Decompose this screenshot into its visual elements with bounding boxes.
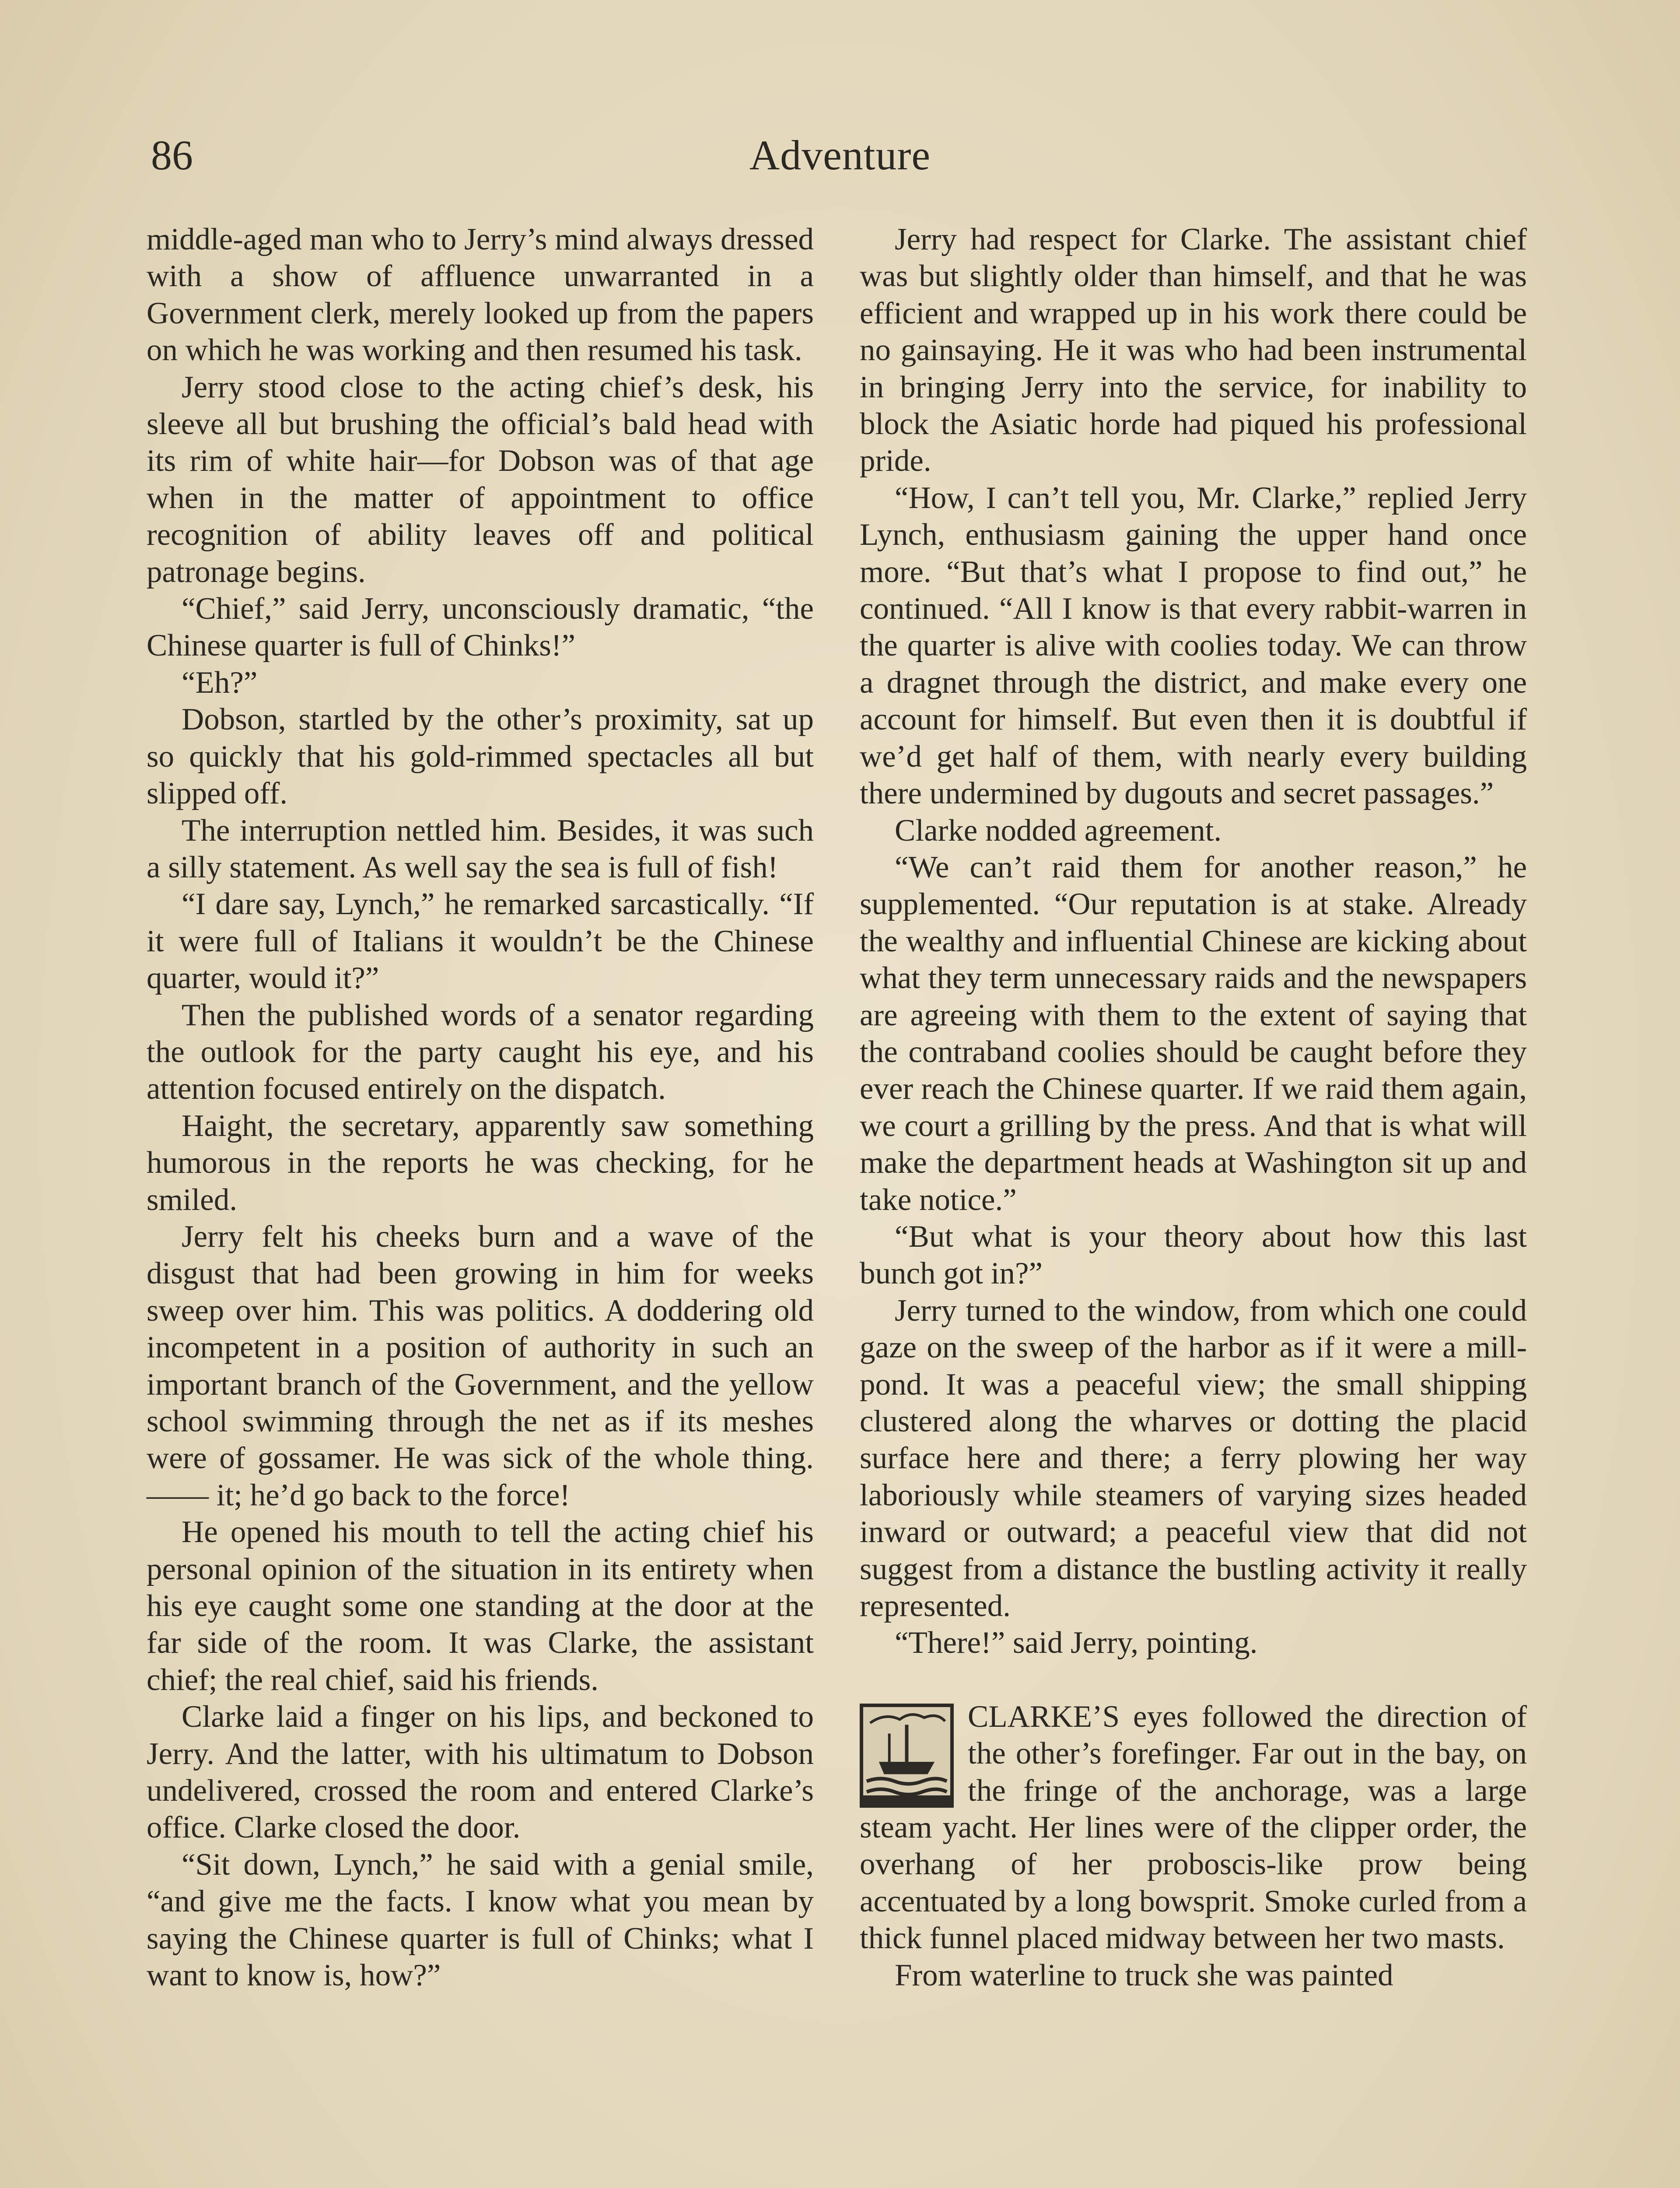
paragraph: The interruption nettled him. Besides, it was such a silly statement. As well say the sea is full of fish!	[147, 813, 814, 884]
paragraph: Jerry turned to the window, from which one could gaze on the sweep of the harbor as if it were a mill-pond. It was a peaceful view; the small shipping clustered along the wharves or dotting the placid surface here and there; a ferry plowing her way laboriously while steamers of varying sizes headed inward or outward; a peaceful view that did not suggest from a distance the bustling activity it really represented.	[860, 1293, 1527, 1623]
paragraph: “I dare say, Lynch,” he remarked sarcastically. “If it were full of Italians it wouldn’t be the Chinese quarter, would it?”	[147, 887, 814, 996]
paragraph: Jerry stood close to the acting chief’s desk, his sleeve all but brushing the official’s bald head with its rim of white hair—for Dobson was of that age when in the matter of appointment to office recognition of ability leaves off and political patronage begins.	[147, 370, 814, 589]
paragraph: Jerry had respect for Clarke. The assistant chief was but slightly older than himself, and that he was efficient and wrapped up in his work there could be no gainsaying. He it was who had been instrumental in bringing Jerry into the service, for inability to block the Asiatic horde had piqued his professional pride.	[860, 222, 1527, 478]
paragraph: From waterline to truck she was painted	[895, 1958, 1393, 1992]
paragraph: “But what is your theory about how this last bunch got in?”	[860, 1219, 1527, 1291]
paragraph: “How, I can’t tell you, Mr. Clarke,” replied Jerry Lynch, enthusiasm gaining the upper hand once more. “But that’s what I propose to find out,” he continued. “All I know is that every rabbit-warren in the quarter is alive with coolies today. We can throw a dragnet through the district, and make every one account for himself. But even then it is doubtful if we’d get half of them, with nearly every building there undermined by dugouts and secret passages.”	[860, 480, 1527, 811]
paragraph: “Sit down, Lynch,” he said with a genial smile, “and give me the facts. I know what you mean by saying the Chinese quarter is full of Chinks; what I want to know is, how?”	[147, 1847, 814, 1993]
paragraph: CLARKE’S eyes followed the direction of the other’s forefinger. Far out in the bay, on the fringe of the anchorage, was a large steam yacht. Her lines were of the clipper order, the overhang of her proboscis-like prow being accentuated by a long bowsprit. Smoke curled from a thick funnel placed midway between her two masts.	[860, 1699, 1527, 1956]
paragraph: Then the published words of a senator regarding the outlook for the party caught his eye, and his attention focused entirely on the dispatch.	[147, 998, 814, 1106]
paragraph: Jerry felt his cheeks burn and a wave of the disgust that had been growing in him for weeks sweep over him. This was politics. A doddering old incompetent in a position of authority in such an important branch of the Government, and the yellow school swimming through the net as if its meshes were of gossamer. He was sick of the whole thing. —— it; he’d go back to the force!	[147, 1219, 814, 1512]
ship-vignette-icon	[860, 1704, 954, 1808]
page-header	[151, 127, 1529, 188]
paragraph: “Eh?”	[182, 665, 258, 700]
section-opening	[860, 1698, 1527, 1957]
paragraph: Haight, the secretary, apparently saw something humorous in the reports he was checking, for he smiled.	[147, 1108, 814, 1217]
paragraph: “We can’t raid them for another reason,” he supplemented. “Our reputation is at stake. Already the wealthy and influential Chinese are kicking about what they term unnecessary raids and the newspapers are agreeing with them to the extent of saying that the contraband coolies should be caught before they ever reach the Chinese quarter. If we raid them again, we court a grilling by the press. And that is what will make the department heads at Washington sit up and take notice.”	[860, 850, 1527, 1217]
paragraph: Dobson, startled by the other’s proximity, sat up so quickly that his gold-rimmed spectacles all but slipped off.	[147, 702, 814, 811]
section-break	[860, 1662, 1527, 1698]
paragraph: middle-aged man who to Jerry’s mind always dressed with a show of affluence unwarranted in a Government clerk, merely looked up from the papers on which he was working and then resumed his task.	[147, 222, 814, 368]
page-number: 86	[151, 132, 193, 179]
paragraph: Clarke laid a finger on his lips, and beckoned to Jerry. And the latter, with his ultimatum to Dobson undelivered, crossed the room and entered Clarke’s office. Clarke closed the door.	[147, 1700, 814, 1845]
paragraph: “There!” said Jerry, pointing.	[895, 1626, 1258, 1660]
left-column	[147, 221, 814, 1994]
right-column	[860, 221, 1527, 1994]
paragraph: He opened his mouth to tell the acting chief his personal opinion of the situation in its entirety when his eye caught some one standing at the door at the far side of the room. It was Clarke, the assistant chief; the real chief, said his friends.	[147, 1515, 814, 1697]
paragraph: Clarke nodded agreement.	[895, 813, 1222, 848]
running-title: Adventure	[749, 132, 931, 179]
paragraph: “Chief,” said Jerry, unconsciously dramatic, “the Chinese quarter is full of Chinks!”	[147, 592, 814, 663]
